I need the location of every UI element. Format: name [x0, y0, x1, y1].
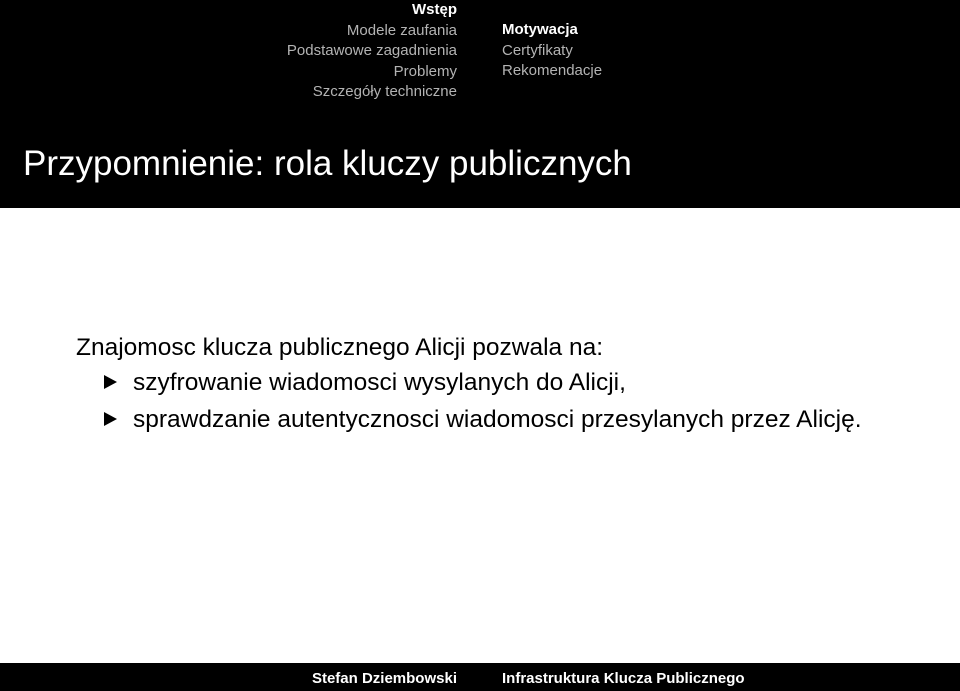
nav-section-wstep[interactable]: Wstęp [412, 1, 457, 18]
bullet-list [76, 367, 876, 435]
nav-section-szczegoly-techniczne[interactable]: Szczegóły techniczne [312, 83, 457, 100]
nav-section-modele-zaufania[interactable]: Modele zaufania [346, 21, 457, 39]
section-navigation [287, 0, 457, 103]
frame-title: Przypomnienie: rola kluczy publicznych [23, 144, 632, 183]
list-item [0, 404, 876, 435]
subsection-navigation [502, 20, 602, 82]
nav-subsection-motywacja[interactable]: Motywacja [502, 21, 578, 38]
slide-content [76, 332, 876, 441]
bullet-text: szyfrowanie wiadomosci wysylanych do Alicji, [133, 369, 626, 396]
intro-text: Znajomosc klucza publicznego Alicji pozwala na: [76, 334, 604, 361]
triangle-bullet-icon [104, 412, 117, 426]
nav-subsection-rekomendacje[interactable]: Rekomendacje [502, 62, 603, 79]
nav-section-problemy[interactable]: Problemy [393, 62, 457, 80]
nav-subsection-certyfikaty[interactable]: Certyfikaty [502, 41, 573, 59]
triangle-bullet-icon [104, 375, 117, 389]
footer-talk-title: Infrastruktura Klucza Publicznego [502, 670, 745, 687]
bullet-text: sprawdzanie autentycznosci wiadomosci przesylanych przez Alicję. [133, 406, 862, 433]
slide-header [0, 0, 960, 208]
slide-footer [0, 663, 960, 691]
list-item [0, 367, 876, 398]
nav-section-podstawowe-zagadnienia[interactable]: Podstawowe zagadnienia [286, 42, 457, 59]
footer-author: Stefan Dziembowski [311, 670, 457, 687]
